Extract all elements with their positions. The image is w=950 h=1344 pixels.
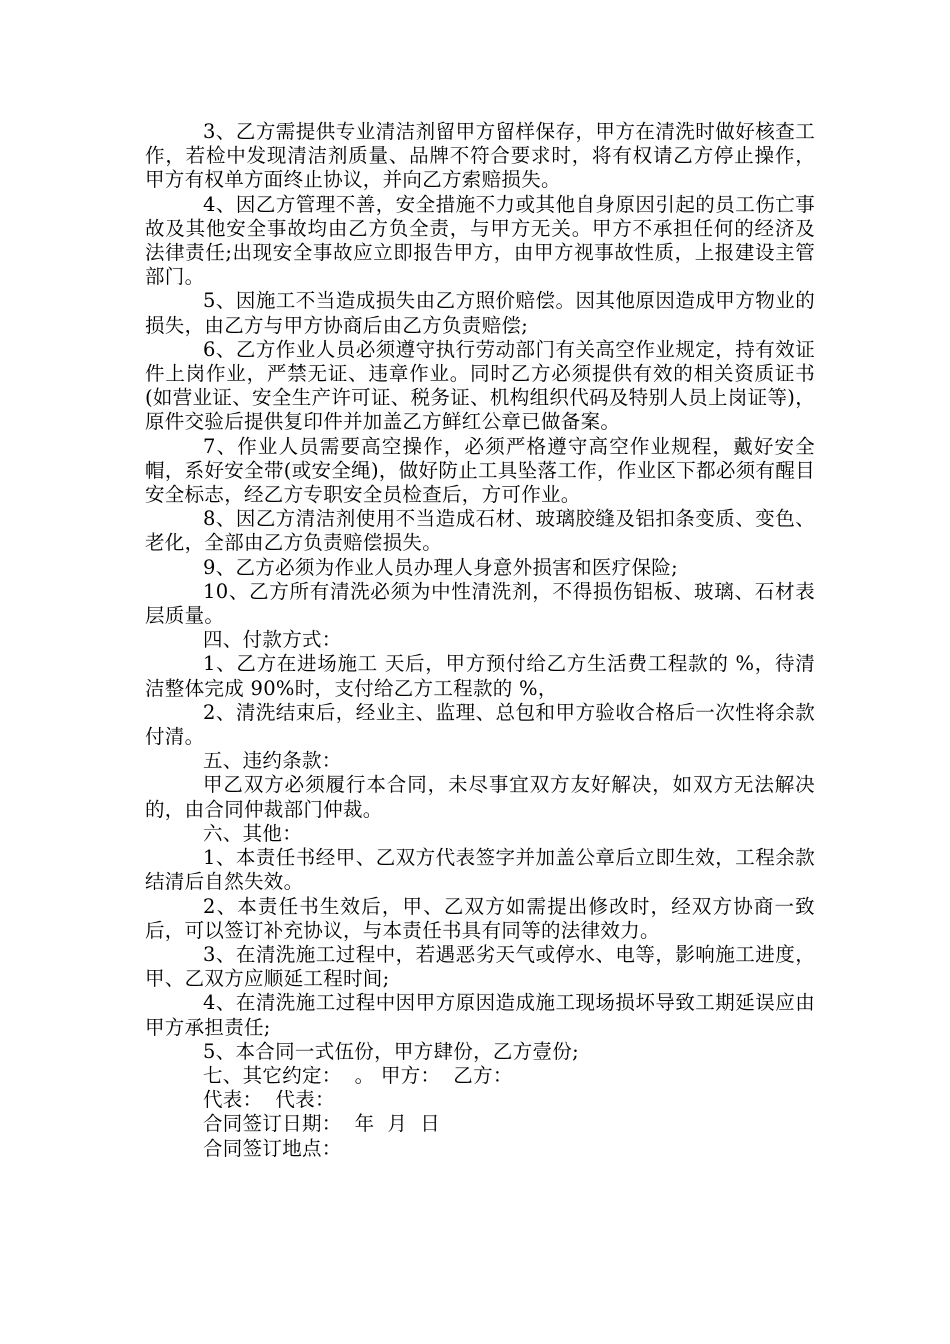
document-body (145, 120, 815, 1161)
paragraph-other-3: 3、在清洗施工过程中，若遇恶劣天气或停水、电等，影响施工进度，甲、乙双方应顺延工程时间; (145, 942, 815, 991)
paragraph-clause-9: 9、乙方必须为作业人员办理人身意外损害和医疗保险; (203, 555, 678, 579)
paragraph-clause-3: 3、乙方需提供专业清洁剂留甲方留样保存，甲方在清洗时做好核查工作，若检中发现清洁剂质量、品牌不符合要求时，将有权请乙方停止操作，甲方有权单方面终止协议，并向乙方索赔损失。 (145, 120, 815, 192)
signature-location: 合同签订地点： (203, 1136, 342, 1160)
paragraph-breach: 甲乙双方必须履行本合同，未尽事宜双方友好解决，如双方无法解决的，由合同仲裁部门仲裁。 (145, 773, 815, 821)
paragraph-other-5: 5、本合同一式伍份，甲方肆份，乙方壹份; (203, 1039, 579, 1063)
paragraph-other-2: 2、本责任书生效后，甲、乙双方如需提出修改时，经双方协商一致后，可以签订补充协议，与本责任书具有同等的法律效力。 (145, 894, 815, 942)
paragraph-payment-2: 2、清洗结束后，经业主、监理、总包和甲方验收合格后一次性将余款付清。 (145, 700, 815, 749)
section-heading-breach: 五、违约条款： (203, 749, 342, 773)
section-heading-other: 六、其他： (203, 821, 303, 845)
paragraph-clause-4: 4、因乙方管理不善，安全措施不力或其他自身原因引起的员工伤亡事故及其他安全事故均由乙方负全责，与甲方无关。甲方不承担任何的经济及法律责任;出现安全事故应立即报告甲方，由甲方视事故性质，上报建设主管部门。 (145, 192, 815, 289)
paragraph-other-1: 1、本责任书经甲、乙双方代表签字并加盖公章后立即生效，工程余款结清后自然失效。 (145, 846, 815, 894)
paragraph-other-4: 4、在清洗施工过程中因甲方原因造成施工现场损坏导致工期延误应由甲方承担责任; (145, 991, 815, 1039)
paragraph-clause-10: 10、乙方所有清洗必须为中性清洗剂，不得损伤铝板、玻璃、石材表层质量。 (145, 579, 815, 628)
paragraph-payment-1: 1、乙方在进场施工 天后，甲方预付给乙方生活费工程款的 %，待清洁整体完成 90%时，支付给乙方工程款的 %， (145, 652, 815, 700)
paragraph-clause-7: 7、作业人员需要高空操作，必须严格遵守高空作业规程，戴好安全帽，系好安全带(或安全绳)，做好防止工具坠落工作，作业区下都必须有醒目安全标志，经乙方专职安全员检查后，方可作业。 (145, 434, 815, 507)
signature-representatives: 代表： 代表： (203, 1088, 335, 1112)
section-heading-payment: 四、付款方式： (203, 628, 342, 652)
paragraph-clause-8: 8、因乙方清洁剂使用不当造成石材、玻璃胶缝及铝扣条变质、变色、老化，全部由乙方负责赔偿损失。 (145, 507, 815, 555)
section-heading-agreements: 七、其它约定： 。 甲方： 乙方： (203, 1063, 513, 1087)
signature-date: 合同签订日期： 年 月 日 (203, 1112, 440, 1136)
paragraph-clause-5: 5、因施工不当造成损失由乙方照价赔偿。因其他原因造成甲方物业的损失，由乙方与甲方协商后由乙方负责赔偿; (145, 289, 815, 337)
paragraph-clause-6: 6、乙方作业人员必须遵守执行劳动部门有关高空作业规定，持有效证件上岗作业，严禁无证、违章作业。同时乙方必须提供有效的相关资质证书(如营业证、安全生产许可证、税务证、机构组织代码及特别人员上岗证等)，原件交验后提供复印件并加盖乙方鲜红公章已做备案。 (145, 337, 815, 434)
